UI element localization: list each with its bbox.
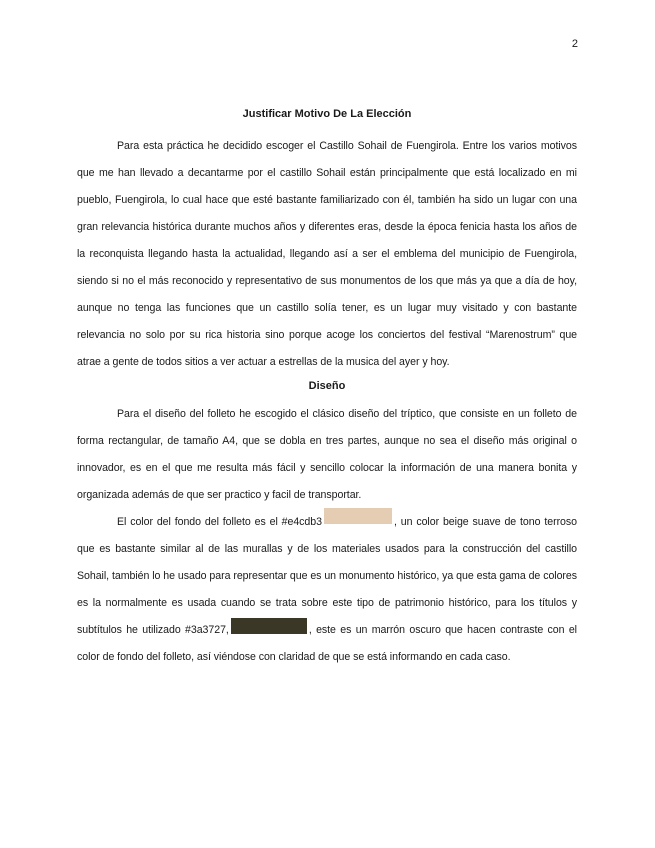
dark-brown-color-swatch — [231, 618, 307, 634]
paragraph-diseno: Para el diseño del folleto he escogido el clásico diseño del tríptico, que consiste en un folleto de forma rectangular, de tamaño A4, que se dobla en tres partes, aunque no sea el diseño más original o innovador, es en el que me resulta más fácil y sencillo colocar la información de una manera bonita y organizada además de que ser practico y facil de transportar. — [77, 408, 577, 501]
colores-text-1: El color del fondo del folleto es el #e4cdb3 — [117, 516, 322, 528]
colores-text-3: , este es un marrón oscuro que hacen contraste con el color de fondo del folleto, así viéndose con claridad de que se está informando en cada caso. — [77, 624, 577, 663]
document-body — [77, 106, 577, 671]
page-number: 2 — [571, 38, 578, 50]
paragraph-colores — [77, 509, 577, 671]
heading-diseno: Diseño — [308, 380, 346, 392]
paragraph-motivo: Para esta práctica he decidido escoger el Castillo Sohail de Fuengirola. Entre los varios motivos que me han llevado a decantarme por el castillo Sohail están principalmente que está localizado en mi pueblo, Fuengirola, lo cual hace que esté bastante familiarizado con él, también ha sido un lugar con una gran relevancia histórica durante muchos años y diferentes eras, desde la época fenicia hasta los años de la reconquista llegando hasta la actualidad, llegando así a ser el emblema del municipio de Fuengirola, siendo si no el más reconocido y representativo de sus monumentos de los que más ya que a día de hoy, aunque no tenga las funciones que un castillo solía tener, es un lugar muy visitado y con bastante relevancia no solo por su rica historia sino porque acoge los conciertos del festival “Marenostrum” que atrae a gente de todos sitios a ver actuar a estrellas de la musica del ayer y hoy. — [77, 140, 577, 368]
colores-text-2: , un color beige suave de tono terroso que es bastante similar al de las murallas y de los materiales usados para la construcción del castillo Sohail, también lo he usado para representar que es un monumento histórico, ya que esta gama de colores es la normalmente es usada cuando se trata sobre este tipo de patrimonio histórico, para los títulos y subtítulos he utilizado #3a3727, — [77, 516, 577, 636]
heading-justificar: Justificar Motivo De La Elección — [242, 108, 412, 120]
beige-color-swatch — [324, 508, 392, 524]
